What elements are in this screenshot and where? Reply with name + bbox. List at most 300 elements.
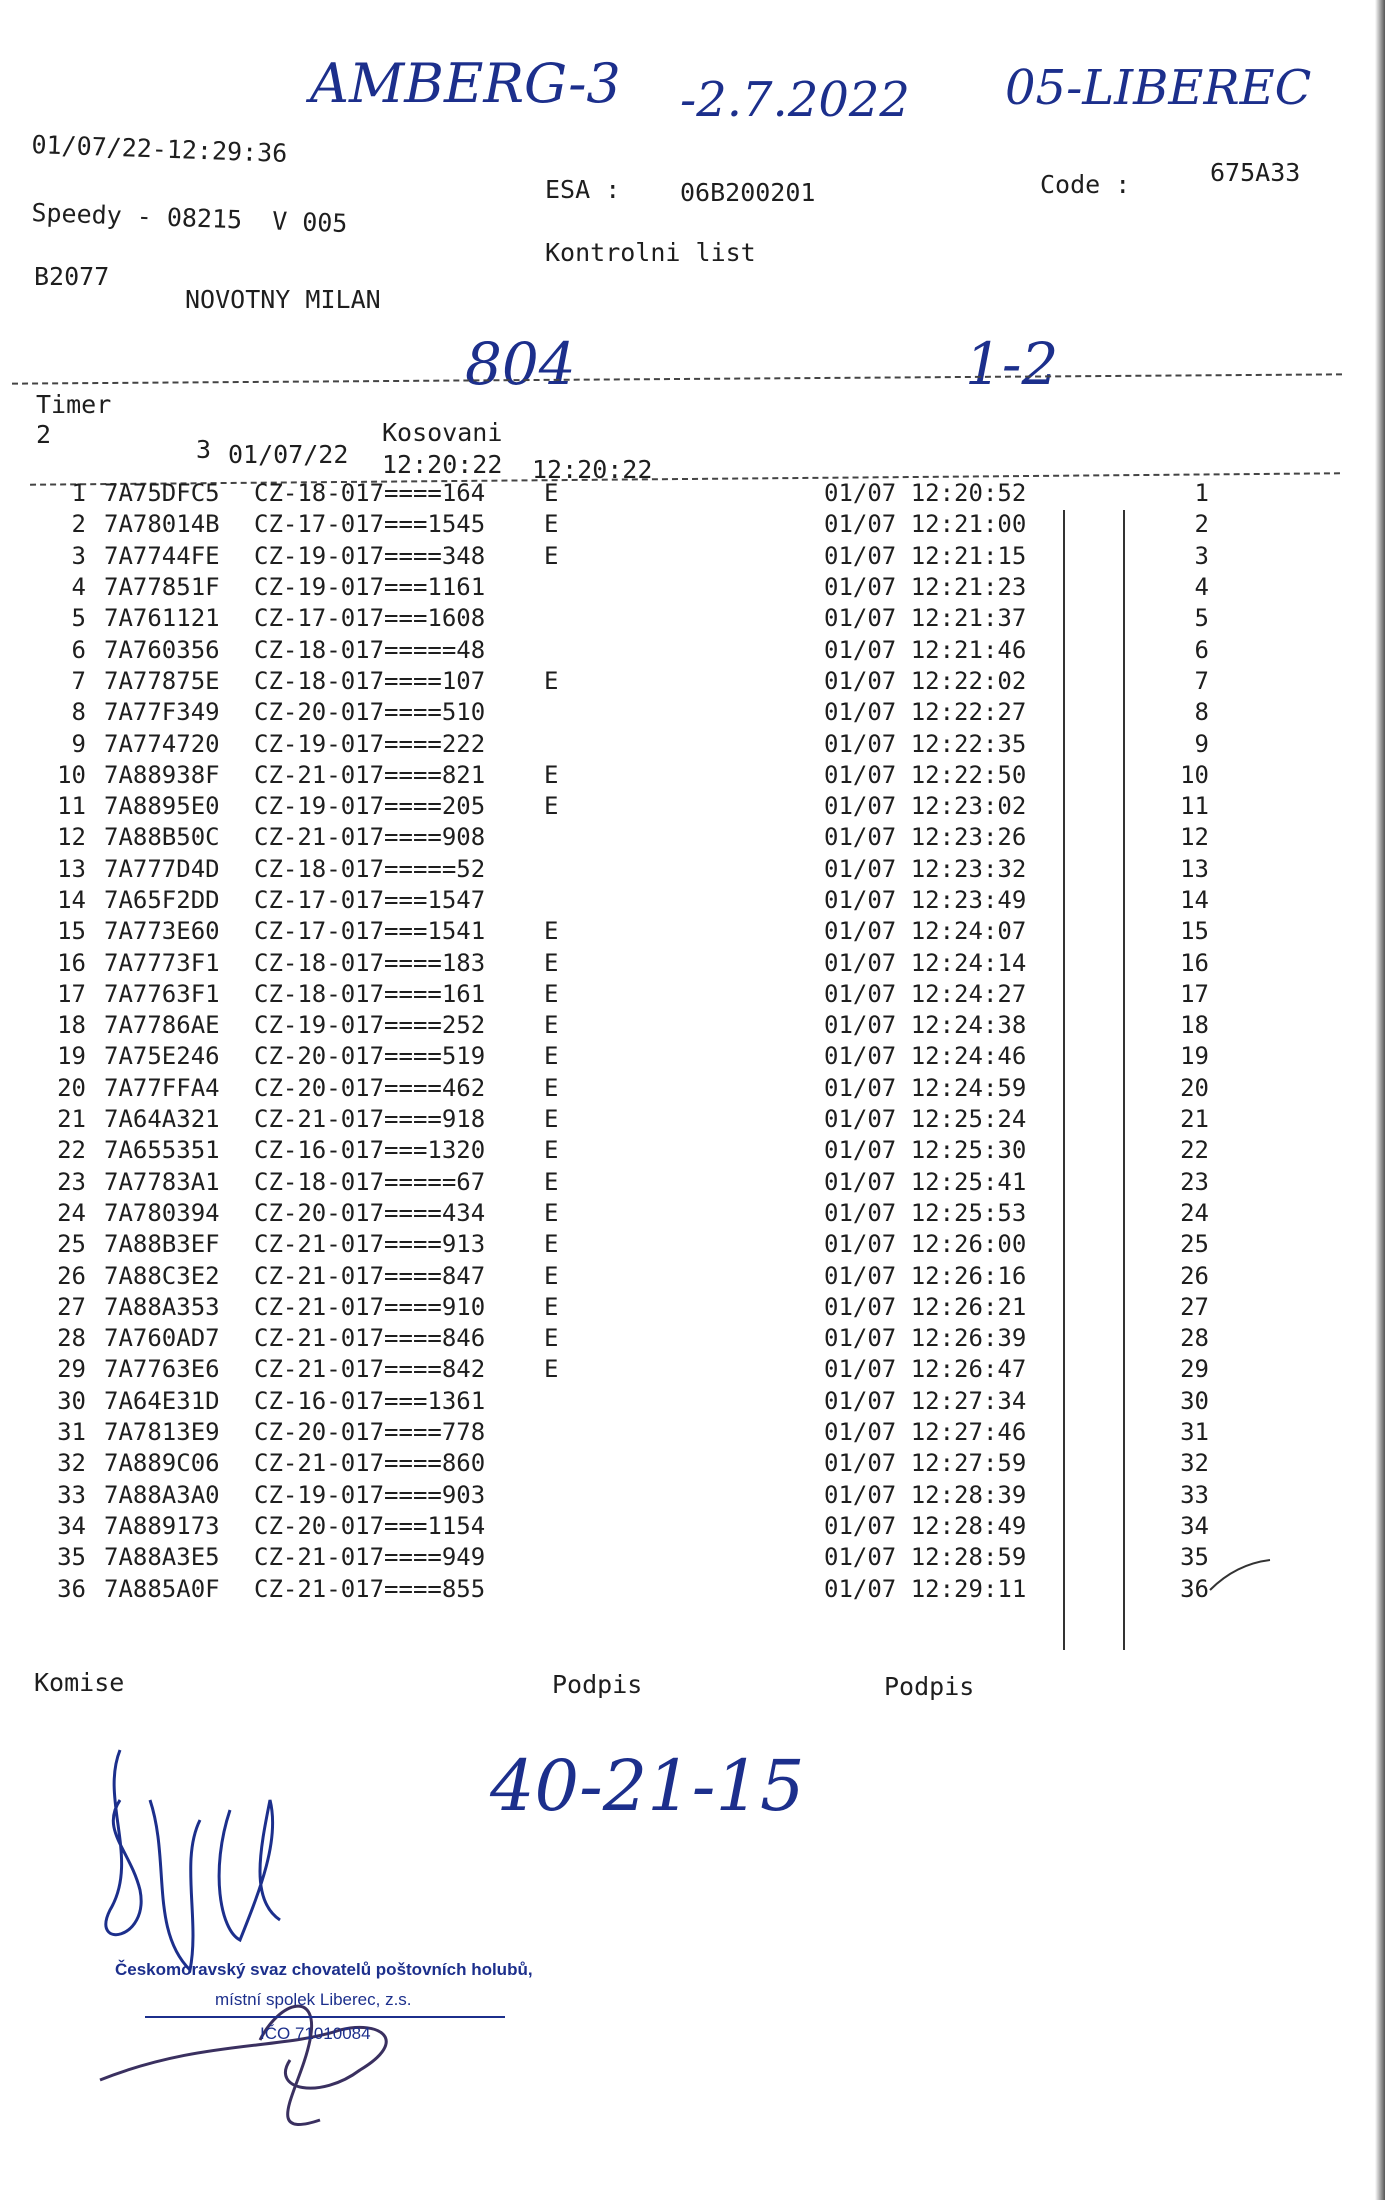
entry-ring-number: CZ-19-017====252 xyxy=(254,1011,486,1040)
entry-order-number: 21 xyxy=(1180,1105,1209,1134)
entry-index: 29 xyxy=(57,1355,86,1384)
entry-arrival-time: 01/07 12:21:46 xyxy=(824,635,1027,664)
entry-arrival-time: 01/07 12:23:02 xyxy=(824,792,1027,821)
entry-order-number: 18 xyxy=(1180,1011,1209,1040)
entry-spacer xyxy=(1069,634,1149,665)
entry-arrival-time: 01/07 12:25:53 xyxy=(824,1198,1027,1227)
entry-ring-number: CZ-21-017====949 xyxy=(254,1543,486,1572)
entry-ring-number: CZ-17-017===1608 xyxy=(254,604,486,633)
table-row xyxy=(30,1542,1209,1573)
entry-flag: E xyxy=(544,760,559,789)
entry-index: 36 xyxy=(57,1574,86,1603)
entry-spacer xyxy=(1069,1573,1149,1604)
entry-ring-number: CZ-19-017====903 xyxy=(254,1480,486,1509)
table-row xyxy=(30,1073,1209,1104)
entry-order-number: 9 xyxy=(1194,729,1209,758)
entry-ring-number: CZ-18-017=====52 xyxy=(254,854,486,883)
entry-index: 19 xyxy=(57,1042,86,1071)
entry-index: 28 xyxy=(57,1324,86,1353)
timer-number: 2 xyxy=(36,420,52,449)
handwritten-club: 05-LIBEREC xyxy=(1005,60,1312,116)
entry-index: 26 xyxy=(57,1261,86,1290)
entry-flag xyxy=(544,1386,824,1417)
entry-order-number: 11 xyxy=(1180,792,1209,821)
entry-ring-number: CZ-19-017====222 xyxy=(254,729,486,758)
entry-arrival-time: 01/07 12:25:41 xyxy=(824,1167,1027,1196)
entry-index: 25 xyxy=(57,1230,86,1259)
entry-ring-number: CZ-18-017=====67 xyxy=(254,1167,486,1196)
entry-spacer xyxy=(1069,1135,1149,1166)
entry-flag xyxy=(544,697,824,728)
entry-arrival-time: 01/07 12:21:15 xyxy=(824,541,1027,570)
entry-chip-code: 7A655351 xyxy=(104,1136,220,1165)
entry-flag: E xyxy=(544,1355,559,1384)
entry-order-number: 12 xyxy=(1180,823,1209,852)
entry-arrival-time: 01/07 12:22:50 xyxy=(824,760,1027,789)
entry-chip-code: 7A88B3EF xyxy=(104,1230,220,1259)
entry-order-number: 17 xyxy=(1180,979,1209,1008)
entry-flag xyxy=(544,1511,824,1542)
entry-flag xyxy=(544,1417,824,1448)
entry-chip-code: 7A88C3E2 xyxy=(104,1261,220,1290)
table-row xyxy=(30,1104,1209,1135)
pen-mark xyxy=(1205,1555,1275,1595)
table-row xyxy=(30,1448,1209,1479)
entry-spacer xyxy=(1069,603,1149,634)
entry-spacer xyxy=(1069,572,1149,603)
entry-chip-code: 7A88A3A0 xyxy=(104,1480,220,1509)
device-info: Speedy - 08215 V 005 xyxy=(30,198,348,239)
entry-arrival-time: 01/07 12:24:38 xyxy=(824,1011,1027,1040)
entry-chip-code: 7A77FFA4 xyxy=(104,1073,220,1102)
entry-chip-code: 7A777D4D xyxy=(104,854,220,883)
entry-arrival-time: 01/07 12:26:00 xyxy=(824,1230,1027,1259)
timer-start-time: 12:20:22 xyxy=(382,450,503,479)
entry-ring-number: CZ-18-017====161 xyxy=(254,979,486,1008)
entries-table xyxy=(30,478,1209,1605)
table-row xyxy=(30,1041,1209,1072)
entry-chip-code: 7A7773F1 xyxy=(104,948,220,977)
entry-flag: E xyxy=(544,1198,559,1227)
entry-order-number: 8 xyxy=(1194,698,1209,727)
entry-index: 35 xyxy=(57,1543,86,1572)
code-label: Code : xyxy=(1040,170,1131,199)
entry-flag xyxy=(544,603,824,634)
entry-ring-number: CZ-21-017====910 xyxy=(254,1292,486,1321)
entry-spacer xyxy=(1069,1386,1149,1417)
entry-arrival-time: 01/07 12:28:39 xyxy=(824,1480,1027,1509)
entry-arrival-time: 01/07 12:24:14 xyxy=(824,948,1027,977)
entry-spacer xyxy=(1069,885,1149,916)
entry-spacer xyxy=(1069,1511,1149,1542)
entry-flag xyxy=(544,634,824,665)
entry-flag: E xyxy=(544,1292,559,1321)
entry-arrival-time: 01/07 12:27:59 xyxy=(824,1449,1027,1478)
entry-index: 24 xyxy=(57,1198,86,1227)
komise-label: Komise xyxy=(34,1668,125,1697)
table-row xyxy=(30,1511,1209,1542)
table-row xyxy=(30,1198,1209,1229)
entry-flag: E xyxy=(544,479,559,508)
entry-ring-number: CZ-18-017====183 xyxy=(254,948,486,977)
entry-ring-number: CZ-21-017====913 xyxy=(254,1230,486,1259)
entry-arrival-time: 01/07 12:29:11 xyxy=(824,1574,1027,1603)
entry-chip-code: 7A88A353 xyxy=(104,1292,220,1321)
entry-chip-code: 7A77F349 xyxy=(104,698,220,727)
entry-index: 34 xyxy=(57,1511,86,1540)
entry-index: 2 xyxy=(71,510,86,539)
entry-arrival-time: 01/07 12:26:47 xyxy=(824,1355,1027,1384)
entry-spacer xyxy=(1069,728,1149,759)
table-row xyxy=(30,1417,1209,1448)
esa-value: 06B200201 xyxy=(680,178,816,207)
entry-ring-number: CZ-16-017===1320 xyxy=(254,1136,486,1165)
entry-chip-code: 7A88938F xyxy=(104,760,220,789)
table-row xyxy=(30,1135,1209,1166)
entry-chip-code: 7A65F2DD xyxy=(104,886,220,914)
entry-chip-code: 7A77875E xyxy=(104,666,220,695)
entry-spacer xyxy=(1069,1323,1149,1354)
code-value: 675A33 xyxy=(1210,158,1301,187)
print-datetime: 01/07/22-12:29:36 xyxy=(30,130,288,168)
entry-chip-code: 7A64A321 xyxy=(104,1105,220,1134)
entry-chip-code: 7A780394 xyxy=(104,1198,220,1227)
column-divider-right xyxy=(1123,510,1125,1650)
entry-spacer xyxy=(1069,1542,1149,1573)
entry-index: 13 xyxy=(57,854,86,883)
entry-ring-number: CZ-19-017====348 xyxy=(254,541,486,570)
entry-flag xyxy=(544,1542,824,1573)
entry-order-number: 28 xyxy=(1180,1324,1209,1353)
entry-ring-number: CZ-21-017====908 xyxy=(254,823,486,852)
table-row xyxy=(30,1260,1209,1291)
entry-ring-number: CZ-16-017===1361 xyxy=(254,1386,486,1415)
entry-order-number: 30 xyxy=(1180,1386,1209,1415)
entry-chip-code: 7A75E246 xyxy=(104,1042,220,1071)
entry-order-number: 20 xyxy=(1180,1073,1209,1102)
signature-graphic xyxy=(80,1740,540,2160)
table-row xyxy=(30,1573,1209,1604)
entry-spacer xyxy=(1069,916,1149,947)
stamp-line-1: Českomoravský svaz chovatelů poštovních holubů, xyxy=(115,1960,533,1979)
entry-ring-number: CZ-20-017====462 xyxy=(254,1073,486,1102)
entry-order-number: 5 xyxy=(1194,604,1209,633)
entry-order-number: 31 xyxy=(1180,1418,1209,1447)
entry-index: 23 xyxy=(57,1167,86,1196)
entry-chip-code: 7A773E60 xyxy=(104,917,220,946)
entry-ring-number: CZ-17-017===1547 xyxy=(254,886,486,914)
entry-arrival-time: 01/07 12:21:37 xyxy=(824,604,1027,633)
entry-chip-code: 7A8895E0 xyxy=(104,792,220,821)
timer-end-time: 12:20:22 xyxy=(532,455,653,484)
entry-ring-number: CZ-18-017====107 xyxy=(254,666,486,695)
table-row xyxy=(30,666,1209,697)
entry-spacer xyxy=(1069,697,1149,728)
table-row xyxy=(30,1480,1209,1511)
entry-ring-number: CZ-21-017====842 xyxy=(254,1355,486,1384)
entry-flag: E xyxy=(544,1105,559,1134)
entry-index: 33 xyxy=(57,1480,86,1509)
entry-index: 10 xyxy=(57,760,86,789)
table-row xyxy=(30,728,1209,759)
entry-order-number: 25 xyxy=(1180,1230,1209,1259)
entry-chip-code: 7A78014B xyxy=(104,510,220,539)
entry-flag xyxy=(544,728,824,759)
timer-seq: 3 xyxy=(196,435,212,464)
entry-arrival-time: 01/07 12:20:52 xyxy=(824,479,1027,508)
entry-ring-number: CZ-19-017===1161 xyxy=(254,573,486,602)
entry-flag xyxy=(544,822,824,853)
entry-spacer xyxy=(1069,1041,1149,1072)
entry-ring-number: CZ-18-017====164 xyxy=(254,479,486,508)
entry-order-number: 27 xyxy=(1180,1292,1209,1321)
table-row xyxy=(30,478,1209,509)
entry-ring-number: CZ-18-017=====48 xyxy=(254,635,486,664)
entry-index: 8 xyxy=(71,698,86,727)
entry-spacer xyxy=(1069,1292,1149,1323)
entry-order-number: 2 xyxy=(1194,510,1209,539)
entry-chip-code: 7A760356 xyxy=(104,635,220,664)
entry-order-number: 16 xyxy=(1180,948,1209,977)
esa-label: ESA : xyxy=(545,175,621,204)
entry-flag: E xyxy=(544,792,559,821)
entry-order-number: 1 xyxy=(1194,479,1209,508)
entry-flag: E xyxy=(544,666,559,695)
entry-index: 3 xyxy=(71,541,86,570)
entry-ring-number: CZ-17-017===1545 xyxy=(254,510,486,539)
entry-order-number: 26 xyxy=(1180,1261,1209,1290)
entry-flag: E xyxy=(544,1042,559,1071)
entry-ring-number: CZ-21-017====847 xyxy=(254,1261,486,1290)
table-row xyxy=(30,1292,1209,1323)
table-row xyxy=(30,1167,1209,1198)
entry-chip-code: 7A7763F1 xyxy=(104,979,220,1008)
entry-chip-code: 7A885A0F xyxy=(104,1574,220,1603)
entry-order-number: 24 xyxy=(1180,1198,1209,1227)
entry-chip-code: 7A7783A1 xyxy=(104,1167,220,1196)
entry-index: 31 xyxy=(57,1418,86,1447)
table-row xyxy=(30,697,1209,728)
entry-order-number: 33 xyxy=(1180,1480,1209,1509)
entry-chip-code: 7A77851F xyxy=(104,573,220,602)
entry-chip-code: 7A7744FE xyxy=(104,541,220,570)
entry-flag: E xyxy=(544,1261,559,1290)
entry-arrival-time: 01/07 12:24:46 xyxy=(824,1042,1027,1071)
entry-index: 7 xyxy=(71,666,86,695)
stamp-line-3: IČO 71010084 xyxy=(260,2024,371,2043)
entry-index: 11 xyxy=(57,792,86,821)
entry-chip-code: 7A760AD7 xyxy=(104,1324,220,1353)
table-row xyxy=(30,760,1209,791)
table-row xyxy=(30,791,1209,822)
table-row xyxy=(30,822,1209,853)
stamp-divider xyxy=(145,2016,505,2018)
entry-spacer xyxy=(1069,791,1149,822)
entry-chip-code: 7A7813E9 xyxy=(104,1418,220,1447)
entry-arrival-time: 01/07 12:23:26 xyxy=(824,823,1027,852)
table-row xyxy=(30,572,1209,603)
entry-spacer xyxy=(1069,1417,1149,1448)
table-row xyxy=(30,854,1209,885)
entry-spacer xyxy=(1069,1104,1149,1135)
entry-arrival-time: 01/07 12:23:32 xyxy=(824,854,1027,883)
entry-order-number: 36 xyxy=(1180,1574,1209,1603)
entry-spacer xyxy=(1069,1167,1149,1198)
podpis-label-1: Podpis xyxy=(552,1670,643,1699)
entry-ring-number: CZ-21-017====860 xyxy=(254,1449,486,1478)
entry-spacer xyxy=(1069,478,1149,509)
entry-chip-code: 7A64E31D xyxy=(104,1386,220,1415)
entry-flag xyxy=(544,572,824,603)
entry-index: 5 xyxy=(71,604,86,633)
entry-spacer xyxy=(1069,1260,1149,1291)
entry-order-number: 34 xyxy=(1180,1511,1209,1540)
entry-spacer xyxy=(1069,947,1149,978)
entry-index: 27 xyxy=(57,1292,86,1321)
paper-edge-shadow xyxy=(1375,0,1385,2200)
table-row xyxy=(30,1386,1209,1417)
entry-arrival-time: 01/07 12:25:30 xyxy=(824,1136,1027,1165)
entry-order-number: 10 xyxy=(1180,760,1209,789)
entry-chip-code: 7A7786AE xyxy=(104,1011,220,1040)
table-row xyxy=(30,885,1209,916)
entry-order-number: 19 xyxy=(1180,1042,1209,1071)
entry-spacer xyxy=(1069,1229,1149,1260)
entry-flag: E xyxy=(544,1136,559,1165)
table-row xyxy=(30,979,1209,1010)
handwritten-date: -2.7.2022 xyxy=(680,72,910,128)
entry-ring-number: CZ-19-017====205 xyxy=(254,792,486,821)
entry-arrival-time: 01/07 12:24:59 xyxy=(824,1073,1027,1102)
entry-index: 32 xyxy=(57,1449,86,1478)
entry-index: 16 xyxy=(57,948,86,977)
entry-ring-number: CZ-20-017====519 xyxy=(254,1042,486,1071)
entry-spacer xyxy=(1069,509,1149,540)
entry-spacer xyxy=(1069,760,1149,791)
entry-index: 30 xyxy=(57,1386,86,1415)
entry-order-number: 13 xyxy=(1180,854,1209,883)
entry-index: 17 xyxy=(57,979,86,1008)
entry-spacer xyxy=(1069,1010,1149,1041)
entry-chip-code: 7A88B50C xyxy=(104,823,220,852)
entry-chip-code: 7A88A3E5 xyxy=(104,1543,220,1572)
entry-arrival-time: 01/07 12:24:27 xyxy=(824,979,1027,1008)
handwritten-number: 804 xyxy=(465,330,576,398)
entry-ring-number: CZ-21-017====855 xyxy=(254,1574,486,1603)
entry-spacer xyxy=(1069,979,1149,1010)
entry-flag: E xyxy=(544,1324,559,1353)
entry-order-number: 32 xyxy=(1180,1449,1209,1478)
timer-label: Timer xyxy=(36,390,112,419)
entry-arrival-time: 01/07 12:22:35 xyxy=(824,729,1027,758)
timer-date: 01/07/22 xyxy=(228,440,349,469)
entry-chip-code: 7A761121 xyxy=(104,604,220,633)
entry-index: 14 xyxy=(57,886,86,914)
member-name: NOVOTNY MILAN xyxy=(185,285,381,314)
entry-flag: E xyxy=(544,1011,559,1040)
entry-spacer xyxy=(1069,822,1149,853)
entry-index: 21 xyxy=(57,1105,86,1134)
entry-order-number: 6 xyxy=(1194,635,1209,664)
entry-order-number: 35 xyxy=(1180,1543,1209,1572)
entry-arrival-time: 01/07 12:21:00 xyxy=(824,510,1027,539)
entry-arrival-time: 01/07 12:26:16 xyxy=(824,1261,1027,1290)
entry-order-number: 29 xyxy=(1180,1355,1209,1384)
entry-chip-code: 7A774720 xyxy=(104,729,220,758)
member-id: B2077 xyxy=(34,262,110,291)
entry-spacer xyxy=(1069,854,1149,885)
handwritten-race: AMBERG-3 xyxy=(310,52,621,115)
entry-arrival-time: 01/07 12:26:39 xyxy=(824,1324,1027,1353)
table-row xyxy=(30,603,1209,634)
entry-spacer xyxy=(1069,666,1149,697)
handwritten-fraction: 1-2 xyxy=(965,330,1059,398)
entry-index: 12 xyxy=(57,823,86,852)
entry-flag xyxy=(544,1573,824,1604)
entry-arrival-time: 01/07 12:27:34 xyxy=(824,1386,1027,1415)
timer-title: Kosovani xyxy=(382,418,503,447)
entry-flag: E xyxy=(544,1167,559,1196)
entry-flag: E xyxy=(544,1230,559,1259)
entry-flag: E xyxy=(544,979,559,1008)
entry-arrival-time: 01/07 12:22:02 xyxy=(824,666,1027,695)
entry-flag: E xyxy=(544,541,559,570)
entry-spacer xyxy=(1069,541,1149,572)
entry-flag xyxy=(544,854,824,885)
entry-arrival-time: 01/07 12:28:59 xyxy=(824,1543,1027,1572)
table-row xyxy=(30,947,1209,978)
entry-flag xyxy=(544,885,824,916)
table-row xyxy=(30,1323,1209,1354)
entry-order-number: 7 xyxy=(1194,666,1209,695)
table-row xyxy=(30,1010,1209,1041)
entry-flag xyxy=(544,1480,824,1511)
table-row xyxy=(30,1229,1209,1260)
entry-ring-number: CZ-21-017====918 xyxy=(254,1105,486,1134)
entry-flag xyxy=(544,1448,824,1479)
entry-index: 18 xyxy=(57,1011,86,1040)
entry-index: 20 xyxy=(57,1073,86,1102)
entry-order-number: 22 xyxy=(1180,1136,1209,1165)
entry-arrival-time: 01/07 12:24:07 xyxy=(824,917,1027,946)
column-divider-left xyxy=(1063,510,1065,1650)
entry-ring-number: CZ-17-017===1541 xyxy=(254,917,486,946)
entry-index: 4 xyxy=(71,573,86,602)
entry-chip-code: 7A889C06 xyxy=(104,1449,220,1478)
entry-arrival-time: 01/07 12:23:49 xyxy=(824,886,1027,914)
table-row xyxy=(30,541,1209,572)
entry-flag: E xyxy=(544,948,559,977)
list-title: Kontrolni list xyxy=(545,238,756,267)
entry-spacer xyxy=(1069,1073,1149,1104)
entry-flag: E xyxy=(544,1073,559,1102)
entry-ring-number: CZ-21-017====821 xyxy=(254,760,486,789)
table-row xyxy=(30,1354,1209,1385)
entry-order-number: 14 xyxy=(1180,886,1209,914)
entry-chip-code: 7A75DFC5 xyxy=(104,479,220,508)
entry-ring-number: CZ-20-017====778 xyxy=(254,1418,486,1447)
table-row xyxy=(30,509,1209,540)
entry-arrival-time: 01/07 12:25:24 xyxy=(824,1105,1027,1134)
table-row xyxy=(30,634,1209,665)
stamp-line-2: místní spolek Liberec, z.s. xyxy=(215,1990,412,2009)
entry-order-number: 23 xyxy=(1180,1167,1209,1196)
entries-body xyxy=(30,478,1209,1605)
entry-arrival-time: 01/07 12:27:46 xyxy=(824,1418,1027,1447)
entry-spacer xyxy=(1069,1354,1149,1385)
entry-order-number: 3 xyxy=(1194,541,1209,570)
entry-arrival-time: 01/07 12:22:27 xyxy=(824,698,1027,727)
